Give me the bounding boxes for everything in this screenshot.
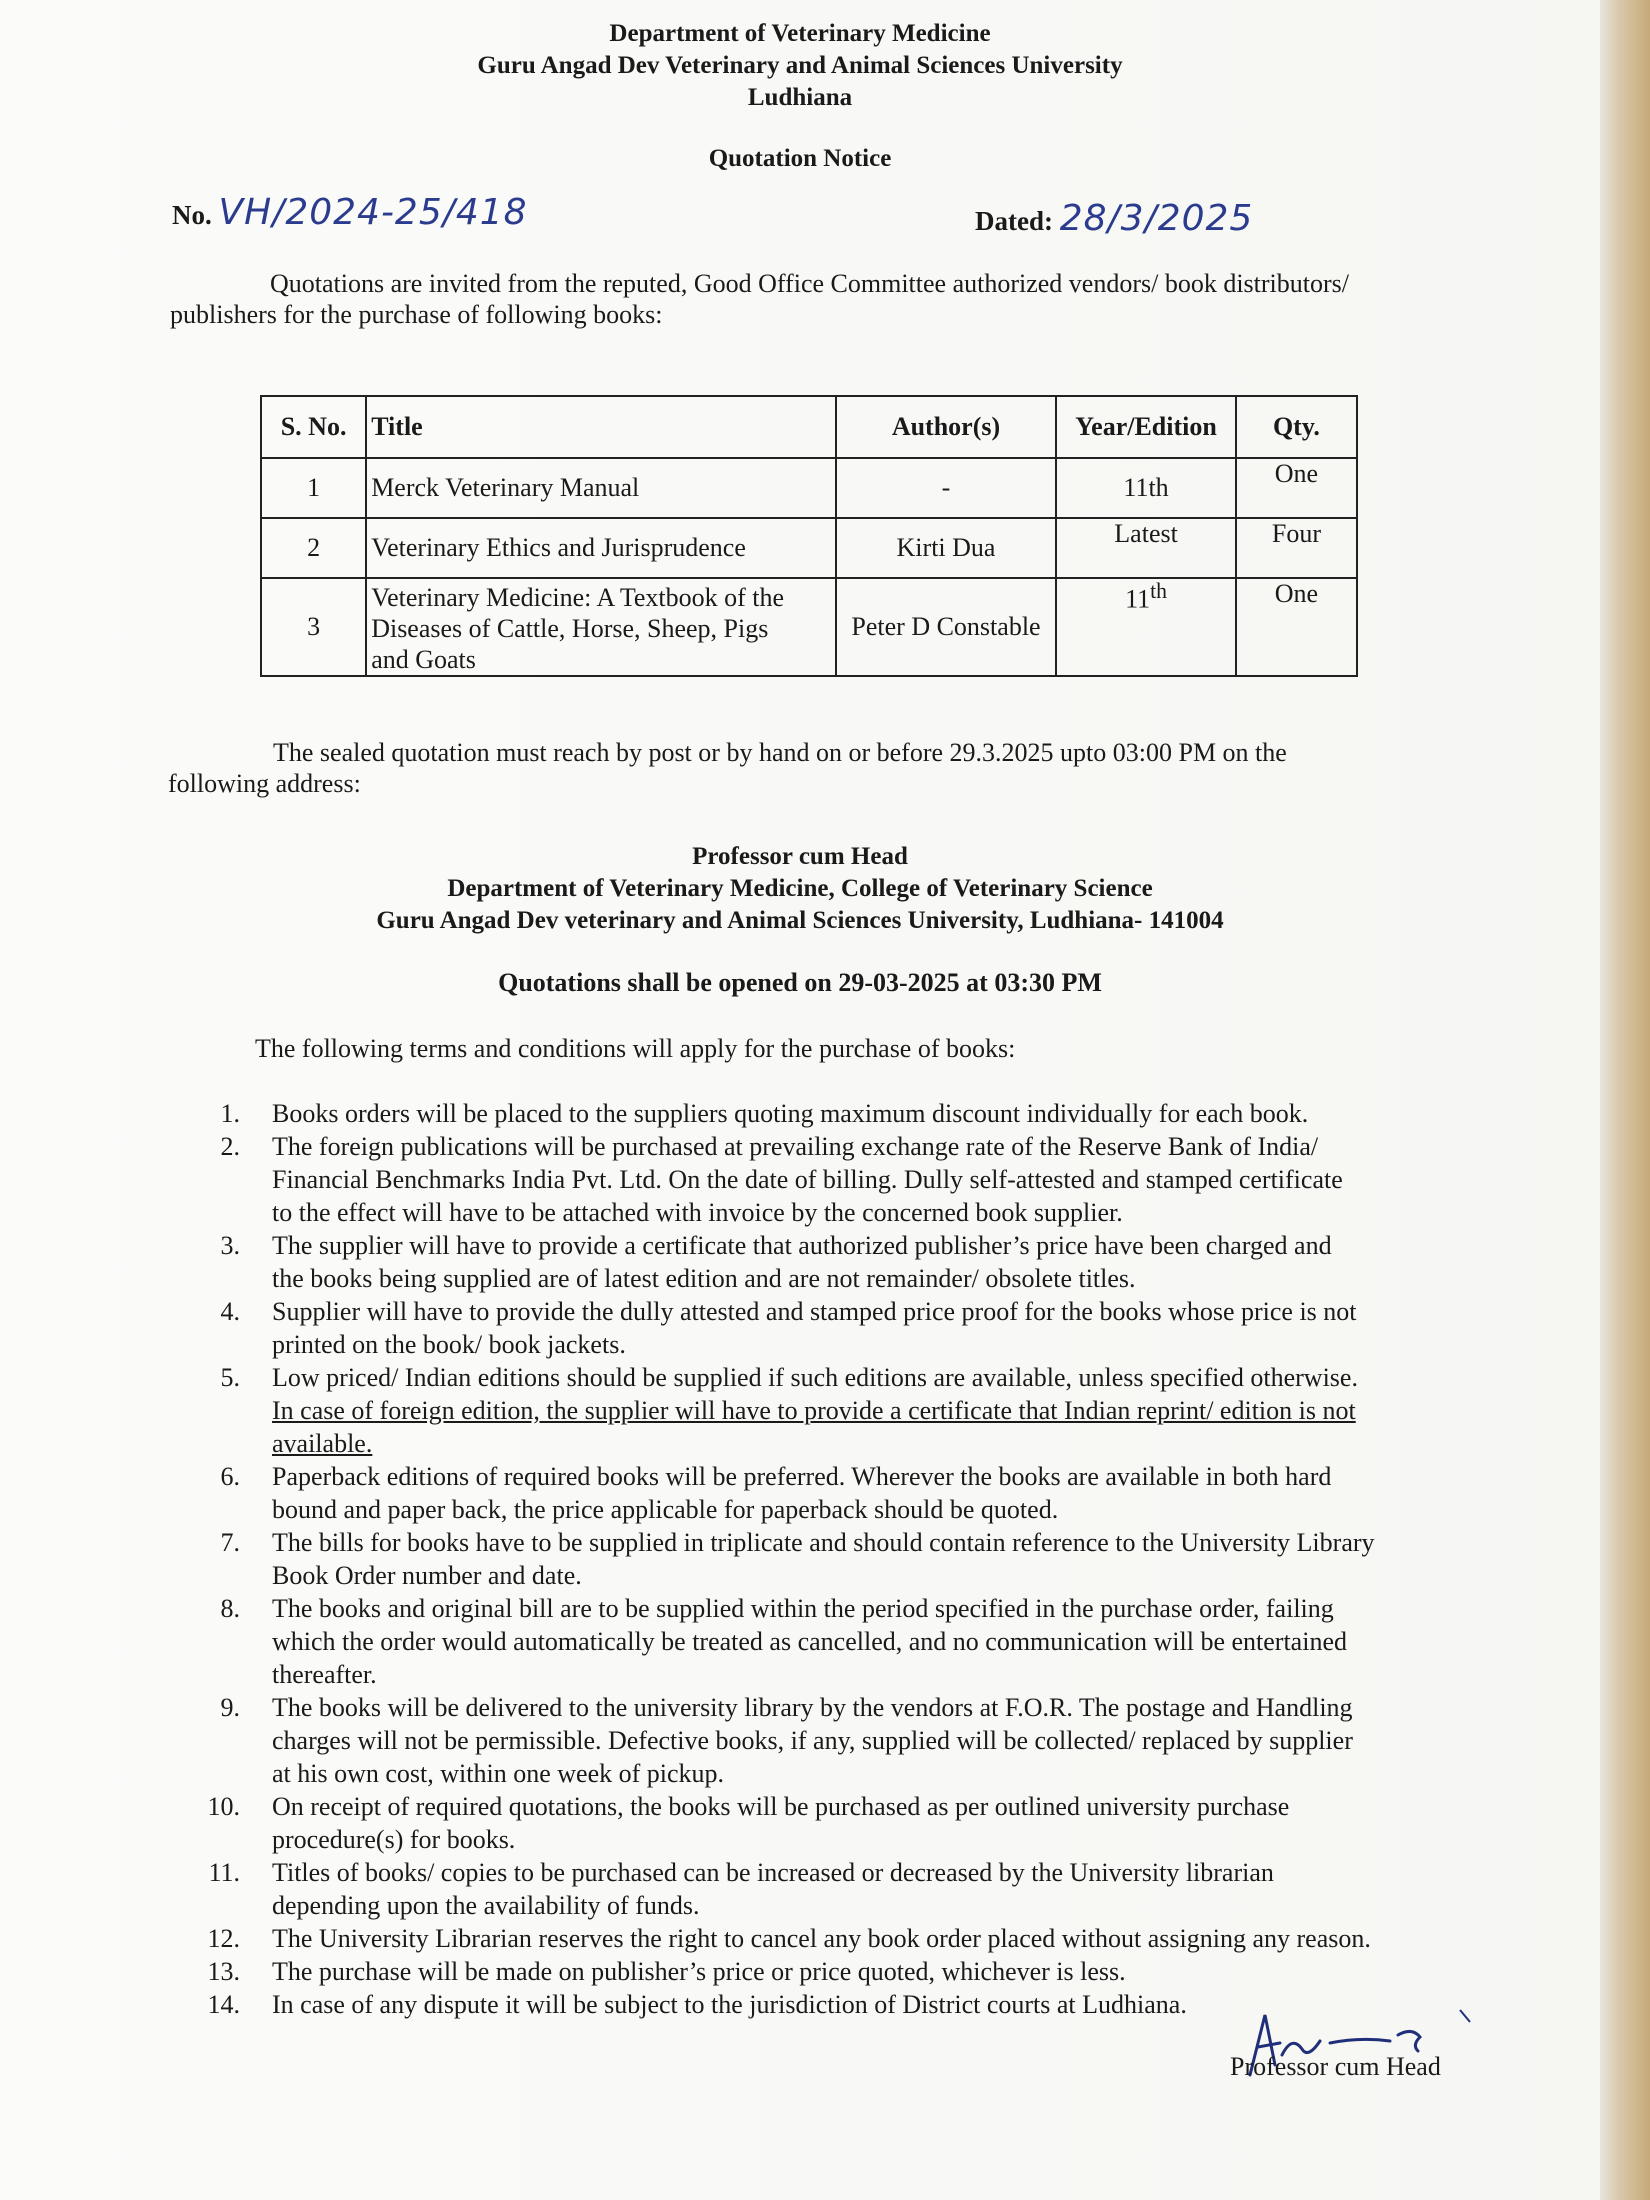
term-number: 2.	[220, 1132, 240, 1161]
term-number: 9.	[220, 1693, 240, 1722]
cell-sno: 2	[261, 518, 366, 578]
title-line: and Goats	[371, 645, 476, 674]
year-suffix: th	[1150, 579, 1168, 603]
term-line: Books orders will be placed to the suppliers quoting maximum discount individually for each book.	[272, 1099, 1309, 1128]
term-number: 14.	[207, 1990, 240, 2019]
city-heading: Ludhiana	[747, 84, 853, 111]
term-item	[160, 1295, 1460, 1361]
term-line: The supplier will have to provide a certificate that authorized publisher’s price have been charged and	[272, 1231, 1332, 1260]
submission-line: following address:	[168, 769, 361, 798]
table-row	[261, 518, 1357, 578]
term-line: thereafter.	[272, 1660, 377, 1689]
term-line: procedure(s) for books.	[272, 1825, 516, 1854]
opening-notice: Quotations shall be opened on 29-03-2025 at 03:30 PM	[498, 968, 1102, 997]
date-field	[975, 198, 1253, 239]
term-number: 1.	[220, 1099, 240, 1128]
submission-paragraph	[168, 737, 1468, 799]
notice-title: Quotation Notice	[708, 145, 892, 172]
terms-list	[160, 1097, 1460, 2021]
address-line: Department of Veterinary Medicine, College of Veterinary Science	[447, 875, 1153, 902]
cell-sno: 1	[261, 458, 366, 518]
intro-line: publishers for the purchase of following books:	[170, 300, 663, 329]
term-line: bound and paper back, the price applicable for paperback should be quoted.	[272, 1495, 1059, 1524]
header-author: Author(s)	[836, 396, 1057, 458]
reference-label: No.	[172, 200, 212, 230]
address-line: Professor cum Head	[692, 843, 908, 870]
department-heading: Department of Veterinary Medicine	[609, 20, 991, 47]
cell-author: Kirti Dua	[836, 518, 1057, 578]
cell-year	[1056, 578, 1236, 676]
term-number: 10.	[207, 1792, 240, 1821]
cell-qty: One	[1236, 578, 1357, 676]
term-line: printed on the book/ book jackets.	[272, 1330, 626, 1359]
table-row	[261, 578, 1357, 676]
reference-number	[172, 192, 528, 233]
term-line: On receipt of required quotations, the books will be purchased as per outlined university purchase	[272, 1792, 1290, 1821]
term-item	[160, 1130, 1460, 1229]
term-line: which the order would automatically be treated as cancelled, and no communication will be entertained	[272, 1627, 1347, 1656]
term-item	[160, 1592, 1460, 1691]
term-line: The University Librarian reserves the right to cancel any book order placed without assigning any reason.	[272, 1924, 1371, 1953]
table-header-row	[261, 396, 1357, 458]
term-line: charges will not be permissible. Defective books, if any, supplied will be collected/ replaced by supplier	[272, 1726, 1353, 1755]
signature-label: Professor cum Head	[1230, 2052, 1441, 2081]
term-number: 5.	[220, 1363, 240, 1392]
term-line: Book Order number and date.	[272, 1561, 582, 1590]
intro-paragraph	[170, 268, 1460, 330]
paper-edge	[1600, 0, 1650, 2200]
date-label: Dated:	[975, 206, 1053, 236]
header-title: Title	[366, 396, 836, 458]
term-line: the books being supplied are of latest edition and are not remainder/ obsolete titles.	[272, 1264, 1136, 1293]
term-line: The bills for books have to be supplied in triplicate and should contain reference to the University Library	[272, 1528, 1375, 1557]
header-year: Year/Edition	[1056, 396, 1236, 458]
cell-sno: 3	[261, 578, 366, 676]
term-item	[160, 1691, 1460, 1790]
term-line: Low priced/ Indian editions should be supplied if such editions are available, unless specified otherwise.	[272, 1363, 1358, 1392]
cell-title: Veterinary Ethics and Jurisprudence	[366, 518, 836, 578]
term-line: Supplier will have to provide the dully attested and stamped price proof for the books whose price is not	[272, 1297, 1357, 1326]
cell-author: -	[836, 458, 1057, 518]
cell-year: 11th	[1056, 458, 1236, 518]
cell-author: Peter D Constable	[836, 578, 1057, 676]
intro-line: Quotations are invited from the reputed, Good Office Committee authorized vendors/ book distributors/	[270, 269, 1349, 298]
term-line: Titles of books/ copies to be purchased can be increased or decreased by the University librarian	[272, 1858, 1274, 1887]
reference-value: VH/2024-25/418	[218, 192, 528, 233]
term-item	[160, 1460, 1460, 1526]
cell-year: Latest	[1056, 518, 1236, 578]
term-number: 3.	[220, 1231, 240, 1260]
term-item	[160, 1229, 1460, 1295]
term-number: 11.	[208, 1858, 240, 1887]
term-line: The foreign publications will be purchased at prevailing exchange rate of the Reserve Bank of India/	[272, 1132, 1319, 1161]
term-line: In case of any dispute it will be subject to the jurisdiction of District courts at Ludhiana.	[272, 1990, 1187, 2019]
term-line: The purchase will be made on publisher’s price or price quoted, whichever is less.	[272, 1957, 1126, 1986]
title-line: Veterinary Medicine: A Textbook of the	[371, 583, 785, 612]
term-number: 12.	[207, 1924, 240, 1953]
term-item	[160, 1922, 1460, 1955]
table-row	[261, 458, 1357, 518]
term-item	[160, 1856, 1460, 1922]
term-line: to the effect will have to be attached with invoice by the concerned book supplier.	[272, 1198, 1123, 1227]
terms-intro: The following terms and conditions will apply for the purchase of books:	[255, 1034, 1016, 1063]
term-item	[160, 1097, 1460, 1130]
term-number: 13.	[207, 1957, 240, 1986]
term-item	[160, 1955, 1460, 1988]
term-line: depending upon the availability of funds.	[272, 1891, 700, 1920]
university-heading: Guru Angad Dev Veterinary and Animal Sciences University	[477, 52, 1123, 79]
term-line: at his own cost, within one week of pickup.	[272, 1759, 725, 1788]
submission-line: The sealed quotation must reach by post or by hand on or before 29.3.2025 upto 03:00 PM on the	[273, 738, 1287, 767]
cell-qty: Four	[1236, 518, 1357, 578]
header-sno: S. No.	[261, 396, 366, 458]
cell-title: Merck Veterinary Manual	[366, 458, 836, 518]
term-line-underlined: available.	[272, 1429, 373, 1458]
date-value: 28/3/2025	[1059, 198, 1254, 239]
term-line: Financial Benchmarks India Pvt. Ltd. On the date of billing. Dully self-attested and stamped certificate	[272, 1165, 1343, 1194]
cell-title	[366, 578, 836, 676]
term-line: The books will be delivered to the university library by the vendors at F.O.R. The postage and Handling	[272, 1693, 1353, 1722]
term-number: 7.	[220, 1528, 240, 1557]
term-line: Paperback editions of required books will be preferred. Wherever the books are available in both hard	[272, 1462, 1332, 1491]
header-qty: Qty.	[1236, 396, 1357, 458]
term-number: 4.	[220, 1297, 240, 1326]
term-item	[160, 1790, 1460, 1856]
books-table	[260, 395, 1358, 677]
term-number: 8.	[220, 1594, 240, 1623]
title-line: Diseases of Cattle, Horse, Sheep, Pigs	[371, 614, 769, 643]
term-item	[160, 1361, 1460, 1460]
term-number: 6.	[220, 1462, 240, 1491]
term-line-underlined: In case of foreign edition, the supplier will have to provide a certificate that Indian reprint/ edition is not	[272, 1396, 1356, 1425]
term-line: The books and original bill are to be supplied within the period specified in the purchase order, failing	[272, 1594, 1334, 1623]
year-value: 11	[1125, 584, 1151, 614]
cell-qty: One	[1236, 458, 1357, 518]
term-item	[160, 1526, 1460, 1592]
address-line: Guru Angad Dev veterinary and Animal Sciences University, Ludhiana- 141004	[376, 907, 1224, 934]
